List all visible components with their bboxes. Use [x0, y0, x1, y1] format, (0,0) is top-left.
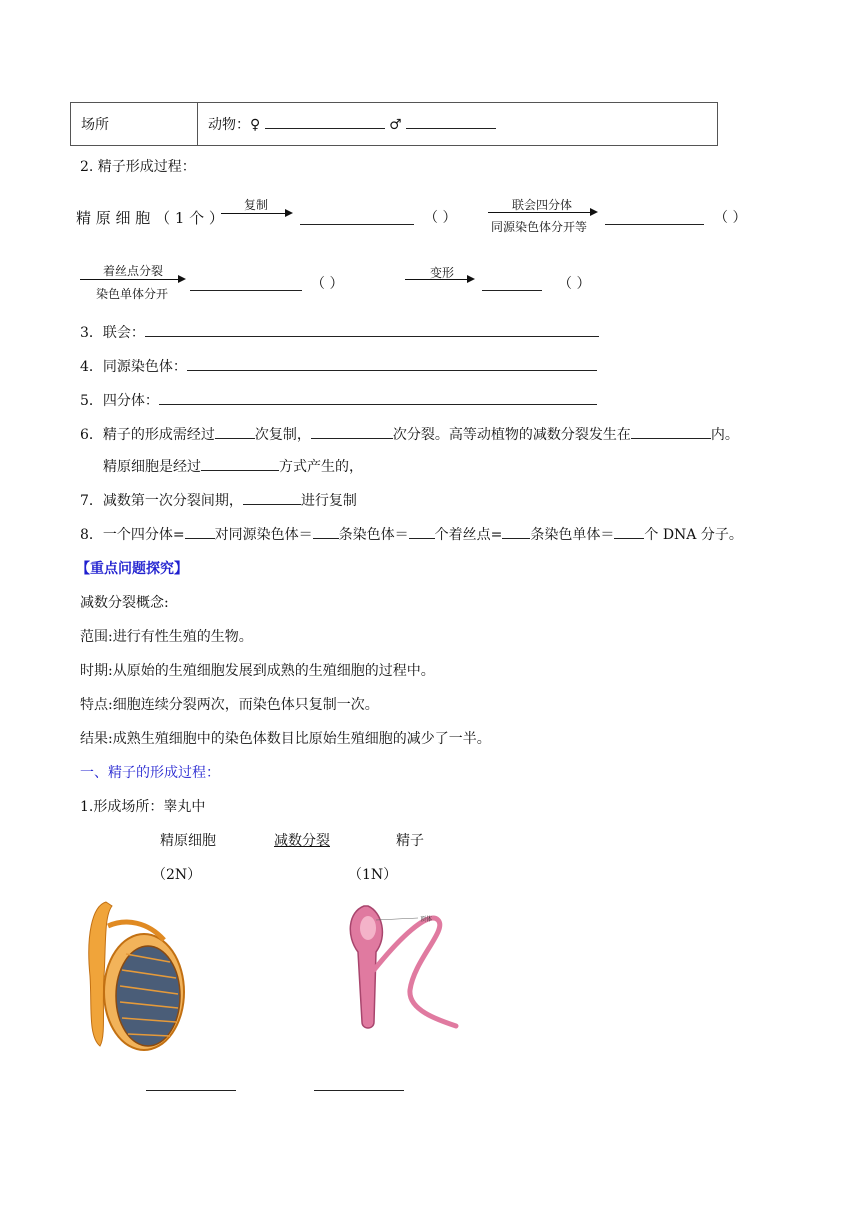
q6-text-a: 6．精子的形成需经过 — [80, 427, 215, 443]
q3-blank[interactable] — [145, 322, 599, 337]
arrow3-top-label: 着丝点分裂 — [103, 264, 164, 278]
q8-blank5[interactable] — [614, 524, 644, 539]
place-content — [198, 103, 718, 146]
arrow1-label: 复制 — [244, 198, 269, 212]
concept-title: 减数分裂概念: — [80, 595, 169, 611]
q2-blank2[interactable] — [605, 210, 704, 225]
acrosome-label: 顶体 — [420, 916, 433, 923]
concept-feature: 特点:细胞连续分裂两次，而染色体只复制一次。 — [80, 697, 379, 713]
arrow2-top-label: 联会四分体 — [512, 198, 573, 212]
q8-blank2[interactable] — [313, 524, 339, 539]
arrow4-label: 变形 — [430, 266, 455, 280]
q6-blank2[interactable] — [311, 424, 393, 439]
q6-text-d: 内。 — [710, 427, 739, 443]
q2-title: 2. 精子形成过程： — [80, 159, 196, 175]
male-blank[interactable] — [406, 114, 496, 129]
q6-text-f: 方式产生的， — [279, 459, 363, 475]
q8-text-b: 对同源染色体＝ — [214, 527, 313, 543]
q2-paren2: （ ） — [714, 210, 747, 226]
arrow3-icon — [80, 279, 184, 280]
place-table — [70, 102, 718, 146]
q8-blank3[interactable] — [409, 524, 435, 539]
concept-result: 结果:成熟生殖细胞中的染色体数目比原始生殖细胞的减少了一半。 — [80, 731, 491, 747]
q2-blank4[interactable] — [482, 276, 542, 291]
q7-blank[interactable] — [243, 490, 301, 505]
q6-blank1[interactable] — [215, 424, 255, 439]
q4-line — [80, 356, 597, 376]
q2-paren1: （ ） — [424, 210, 457, 226]
q6-text-b: 次复制， — [254, 427, 311, 443]
q4-blank[interactable] — [187, 356, 597, 371]
q8-text-a: 8．一个四分体= — [80, 527, 185, 543]
q8-text-d: 个着丝点= — [434, 527, 503, 543]
q5-line — [80, 390, 597, 410]
sperm-answer-blank[interactable] — [314, 1076, 404, 1091]
q6-text-c: 次分裂。高等动植物的减数分裂发生在 — [392, 427, 631, 443]
q6-line1 — [80, 424, 739, 444]
testis-answer-blank[interactable] — [146, 1076, 236, 1091]
q7-line — [80, 490, 357, 510]
q7-text-a: 7．减数第一次分裂间期， — [80, 493, 243, 509]
cell1-ploidy: （2N） — [152, 867, 202, 883]
q8-line — [80, 524, 743, 544]
q3-label: 3．联会： — [80, 325, 145, 341]
q8-text-e: 条染色单体＝ — [530, 527, 615, 543]
arrow2-bottom-label: 同源染色体分开等 — [491, 220, 588, 234]
process-label: 减数分裂 — [274, 833, 330, 849]
testis-illustration — [78, 896, 190, 1056]
q2-start: 精 原 细 胞 （ 1 个 ） — [76, 209, 224, 227]
female-animal-label: 动物：♀ — [208, 117, 261, 133]
concept-scope: 范围:进行有性生殖的生物。 — [80, 629, 253, 645]
q6-blank3[interactable] — [631, 424, 711, 439]
female-blank[interactable] — [265, 114, 385, 129]
q8-text-c: 条染色体＝ — [338, 527, 409, 543]
q2-paren4: （ ） — [558, 276, 591, 292]
q2-paren3: （ ） — [311, 276, 344, 292]
q3-line — [80, 322, 599, 342]
formation-place: 1.形成场所：睾丸中 — [80, 799, 206, 815]
q5-label: 5．四分体： — [80, 393, 159, 409]
arrow1-icon — [221, 213, 291, 214]
key-questions-heading: 【重点问题探究】 — [76, 561, 188, 577]
arrow2-icon — [488, 212, 596, 213]
arrow4-icon — [405, 279, 473, 280]
q6-blank4[interactable] — [201, 456, 279, 471]
q8-blank1[interactable] — [185, 524, 215, 539]
section1-heading: 一、精子的形成过程： — [80, 765, 220, 781]
place-label: 场所 — [71, 103, 198, 146]
q4-label: 4．同源染色体： — [80, 359, 187, 375]
q8-blank4[interactable] — [502, 524, 530, 539]
q6-line2 — [103, 456, 363, 476]
concept-period: 时期:从原始的生殖细胞发展到成熟的生殖细胞的过程中。 — [80, 663, 435, 679]
q6-text-e: 精原细胞是经过 — [103, 459, 201, 475]
cell1-label: 精原细胞 — [160, 833, 216, 849]
q7-text-b: 进行复制 — [300, 493, 357, 509]
cell2-label: 精子 — [396, 833, 424, 849]
cell2-ploidy: （1N） — [348, 867, 398, 883]
q2-blank3[interactable] — [190, 276, 302, 291]
sperm-illustration — [318, 900, 468, 1034]
male-symbol: ♂ — [389, 117, 402, 133]
arrow3-bottom-label: 染色单体分开 — [96, 287, 169, 301]
q2-blank1[interactable] — [300, 210, 414, 225]
q5-blank[interactable] — [159, 390, 597, 405]
q8-text-f: 个 DNA 分子。 — [644, 527, 743, 543]
